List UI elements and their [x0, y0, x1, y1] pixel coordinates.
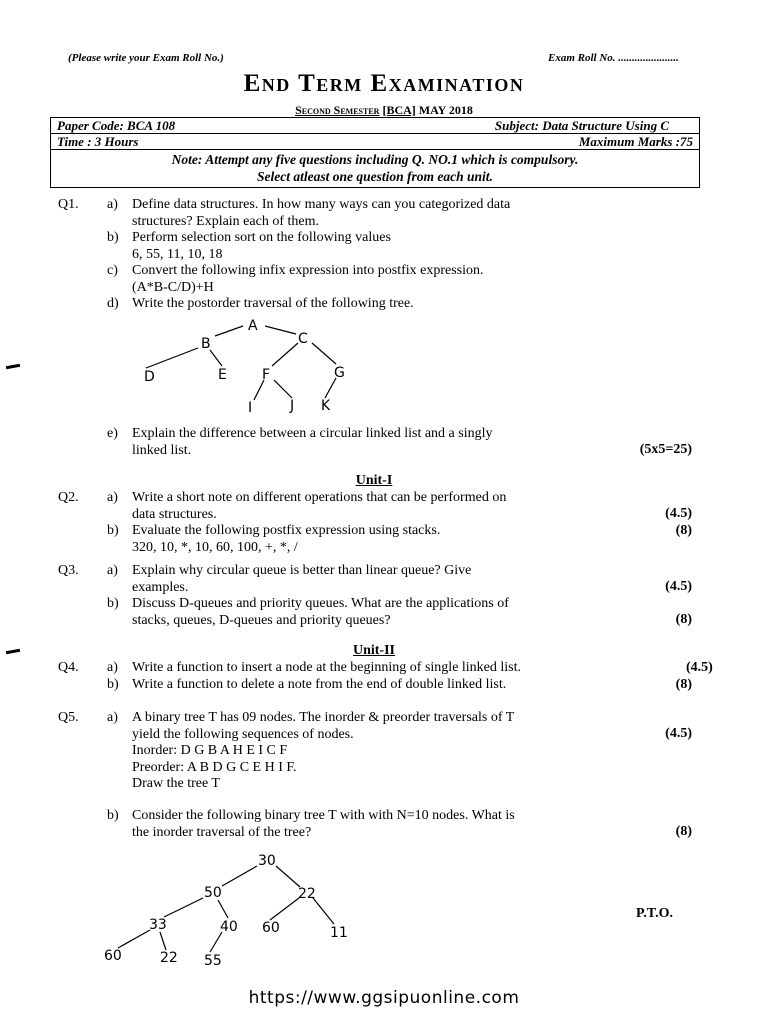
q3-b-letter: b)	[107, 596, 119, 611]
q1-d-letter: d)	[107, 296, 119, 311]
question-5-number: Q5.	[58, 710, 79, 725]
q1-b-letter: b)	[107, 230, 119, 245]
exam-title: End Term Examination	[243, 70, 525, 97]
q2-b-marks: (8)	[675, 523, 692, 538]
q4-b-text: Write a function to delete a note from the end of double linked list.	[132, 677, 507, 692]
q1-d-text: Write the postorder traversal of the following tree.	[132, 296, 414, 311]
q1-marks: (5x5=25)	[639, 442, 692, 457]
website-footer: https://www.ggsipuonline.com	[248, 988, 520, 1008]
roll-number-instruction: (Please write your Exam Roll No.)	[68, 52, 224, 64]
tree2-node-60-left: 60	[104, 948, 122, 964]
tree1-node-f: F	[262, 367, 271, 383]
maximum-marks: Maximum Marks :75	[578, 134, 693, 149]
q3-a-marks: (4.5)	[665, 579, 692, 594]
q1-a-letter: a)	[107, 197, 118, 212]
q4-a-letter: a)	[107, 660, 118, 675]
tree2-node-40: 40	[220, 919, 238, 935]
q3-a-letter: a)	[107, 563, 118, 578]
please-turn-over: P.T.O.	[636, 906, 673, 921]
q4-b-letter: b)	[107, 677, 119, 692]
q2-b-letter: b)	[107, 523, 119, 538]
q1-c-text: Convert the following infix expression into postfix expression. (A*B-C/D)+H	[132, 263, 484, 295]
tree1-node-a: A	[248, 318, 258, 334]
q4-b-marks: (8)	[675, 677, 692, 692]
q5-a-marks: (4.5)	[665, 726, 692, 741]
q1-b-text: Perform selection sort on the following values 6, 55, 11, 10, 18	[132, 230, 391, 262]
note-line-2: Select atleast one question from each unit.	[257, 169, 493, 184]
q1-e-letter: e)	[107, 426, 118, 441]
q3-b-text: Discuss D-queues and priority queues. What are the applications of stacks, queues, D-queues and priority queues?	[132, 596, 509, 628]
tree1-node-j: J	[290, 398, 295, 414]
q1-c-letter: c)	[107, 263, 118, 278]
tree2-node-55: 55	[204, 953, 222, 969]
q5-b-letter: b)	[107, 808, 119, 823]
course-label: [BCA]	[382, 103, 416, 117]
tree2-node-22: 22	[298, 886, 316, 902]
tree1-node-e: E	[218, 367, 227, 383]
q2-a-text: Write a short note on different operations that can be performed on data structures.	[132, 490, 507, 522]
time-allowed: Time : 3 Hours	[57, 134, 139, 149]
tree2-node-11: 11	[330, 925, 348, 941]
unit-1-heading: Unit-I	[355, 473, 393, 488]
semester-label: Second Semester	[295, 103, 380, 117]
paper-code: Paper Code: BCA 108	[57, 118, 176, 133]
q1-e-text: Explain the difference between a circular linked list and a singly linked list.	[132, 426, 493, 458]
q3-a-text: Explain why circular queue is better than linear queue? Give examples.	[132, 563, 472, 595]
question-4-number: Q4.	[58, 660, 79, 675]
tree1-node-b: B	[201, 336, 211, 352]
q5-b-text: Consider the following binary tree T with with N=10 nodes. What is the inorder traversal of the tree?	[132, 808, 515, 840]
q4-a-marks: (4.5)	[686, 660, 713, 675]
question-3-number: Q3.	[58, 563, 79, 578]
subject: Subject: Data Structure Using C	[494, 118, 669, 133]
question-2-number: Q2.	[58, 490, 79, 505]
q2-a-marks: (4.5)	[665, 506, 692, 521]
tree2-node-33: 33	[149, 917, 167, 933]
unit-2-heading: Unit-II	[352, 643, 395, 658]
q5-a-text: A binary tree T has 09 nodes. The inorder & preorder traversals of T yield the following sequences of nodes. Inorder: D G B A H E I C F Preorder: A B D G C E H I F. Draw the tree T	[132, 710, 515, 791]
exam-date: MAY 2018	[418, 103, 473, 117]
tree2-node-30: 30	[258, 853, 276, 869]
tree2-node-60-right: 60	[262, 920, 280, 936]
q1-a-text: Define data structures. In how many ways can you categorized data structures? Explain each of them.	[132, 197, 511, 229]
q4-a-text: Write a function to insert a node at the beginning of single linked list.	[132, 660, 522, 675]
q5-b-marks: (8)	[675, 824, 692, 839]
note-line-1: Note: Attempt any five questions including Q. NO.1 which is compulsory.	[171, 152, 579, 167]
q3-b-marks: (8)	[675, 612, 692, 627]
tree2-node-50: 50	[204, 885, 222, 901]
tree1-node-d: D	[144, 369, 155, 385]
exam-roll-number-label: Exam Roll No. ......................	[548, 52, 679, 64]
q2-a-letter: a)	[107, 490, 118, 505]
tree1-node-c: C	[298, 331, 308, 347]
q5-a-letter: a)	[107, 710, 118, 725]
tree2-node-22-leaf: 22	[160, 950, 178, 966]
q2-b-text: Evaluate the following postfix expression using stacks. 320, 10, *, 10, 60, 100, +, *, /	[132, 523, 441, 555]
question-1-number: Q1.	[58, 197, 79, 212]
tree1-node-i: I	[248, 400, 253, 416]
tree1-node-k: K	[321, 398, 331, 414]
tree1-node-g: G	[334, 365, 345, 381]
